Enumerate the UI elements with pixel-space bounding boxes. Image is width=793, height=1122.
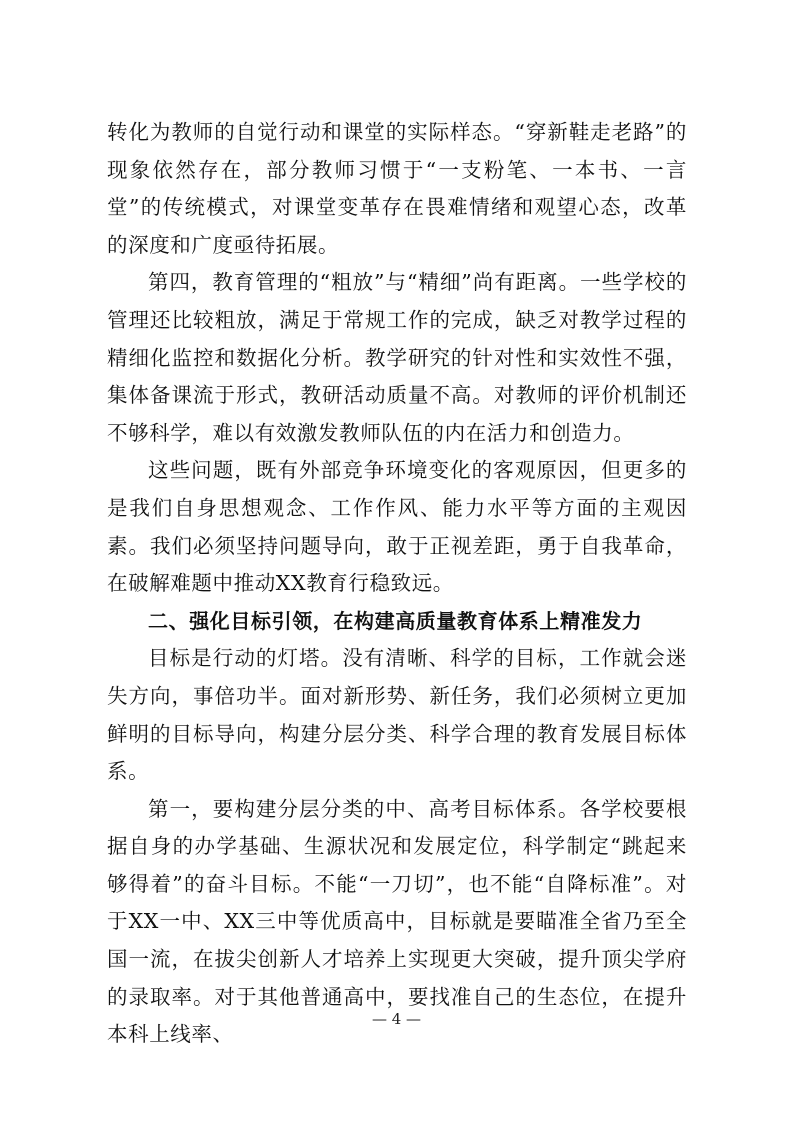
- body-paragraph-1: 转化为教师的自觉行动和课堂的实际样态。“穿新鞋走老路”的现象依然存在，部分教师习惯于“一支粉笔、一本书、一言堂”的传统模式，对课堂变革存在畏难情绪和观望心态，改革的深度和广度亟待拓展。: [107, 120, 687, 257]
- page-number: — 4 —: [371, 1010, 422, 1028]
- body-paragraph-2: 第四，教育管理的“粗放”与“精细”尚有距离。一些学校的管理还比较粗放，满足于常规工作的完成，缺乏对教学过程的精细化监控和数据化分析。教学研究的针对性和实效性不强，集体备课流于形式，教研活动质量不高。对教师的评价机制还不够科学，难以有效激发教师队伍的内在活力和创造力。: [107, 270, 687, 445]
- document-body: [107, 114, 687, 1054]
- body-paragraph-4: 目标是行动的灯塔。没有清晰、科学的目标，工作就会迷失方向，事倍功半。面对新形势、新任务，我们必须树立更加鲜明的目标导向，构建分层分类、科学合理的教育发展目标体系。: [107, 646, 687, 784]
- section-heading: 二、强化目标引领，在构建高质量教育体系上精准发力: [148, 608, 643, 633]
- body-paragraph-5: 第一，要构建分层分类的中、高考目标体系。各学校要根据自身的办学基础、生源状况和发展定位，科学制定“跳起来够得着”的奋斗目标。不能“一刀切”，也不能“自降标准”。对于XX一中、XX三中等优质高中，目标就是要瞄准全省乃至全国一流，在拔尖创新人才培养上实现更大突破，提升顶尖学府的录取率。对于其他普通高中，要找准自己的生态位，在提升本科上线率、: [107, 796, 687, 1047]
- body-paragraph-3: 这些问题，既有外部竞争环境变化的客观原因，但更多的是我们自身思想观念、工作作风、能力水平等方面的主观因素。我们必须坚持问题导向，敢于正视差距，勇于自我革命，在破解难题中推动XX教育行稳致远。: [107, 458, 687, 596]
